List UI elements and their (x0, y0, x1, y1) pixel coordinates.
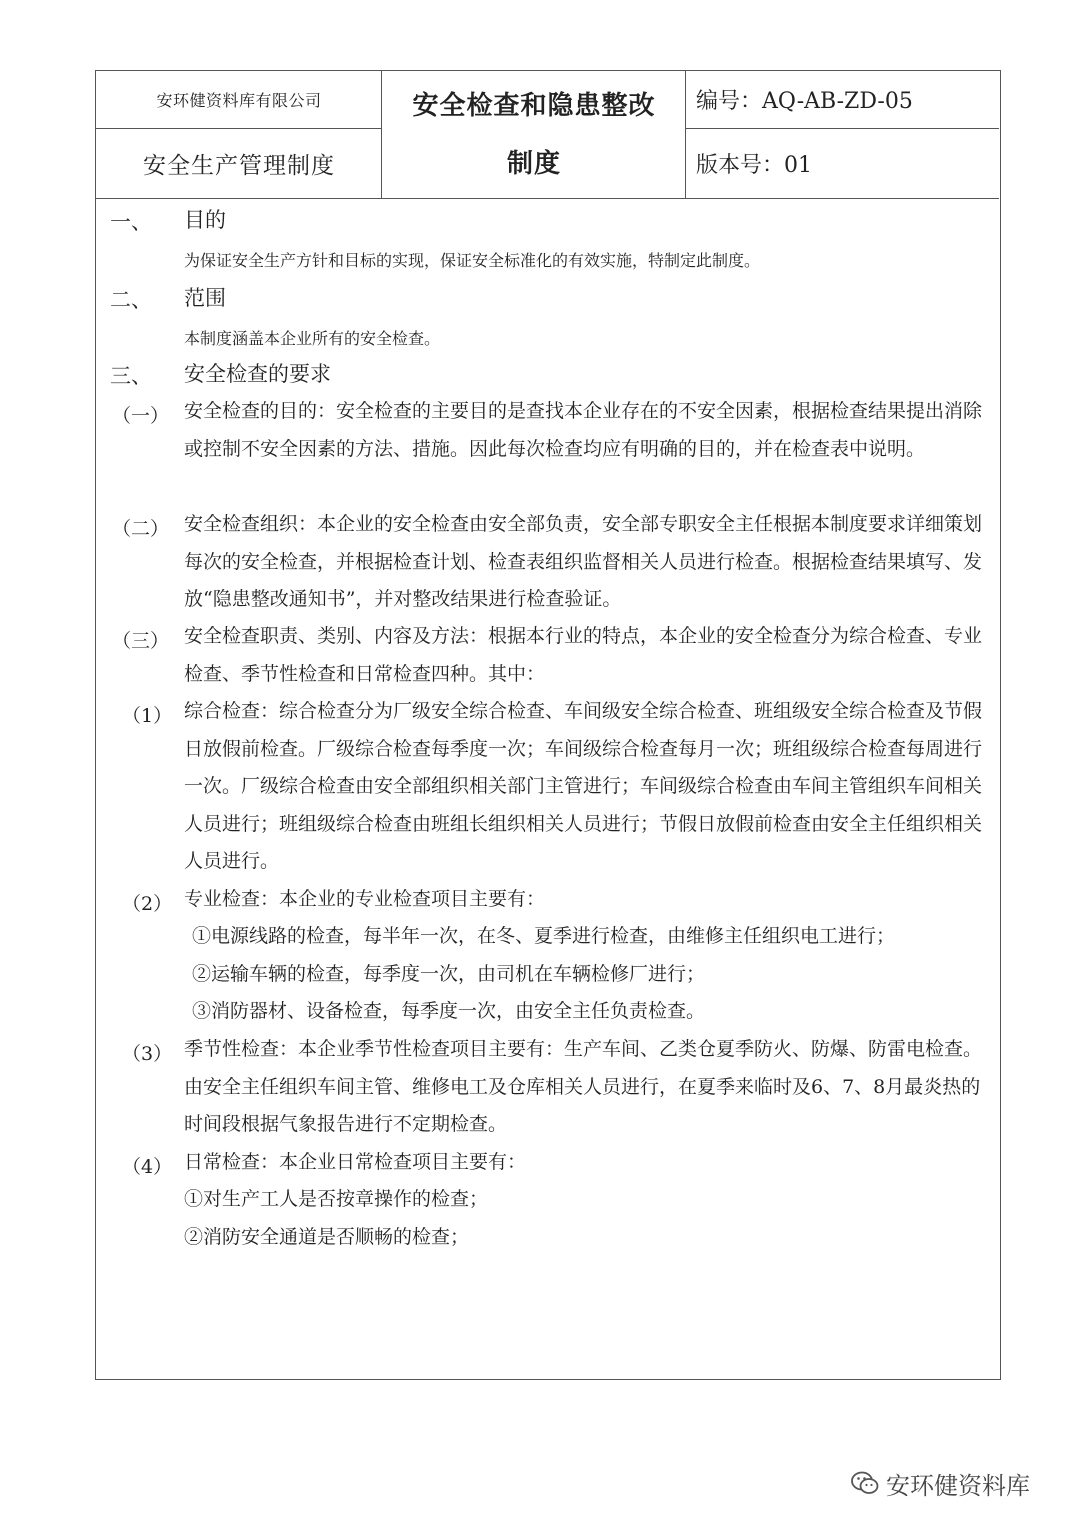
list-item-text: ①电源线路的检查，每半年一次，在冬、夏季进行检查，由维修主任组织电工进行； (192, 925, 896, 947)
document-title (383, 71, 685, 198)
item-number: （4） (122, 1156, 173, 1178)
document-code: 编号：AQ-AB-ZD-05 (696, 89, 913, 114)
paragraph: 综合检查：综合检查分为厂级安全综合检查、车间级安全综合检查、班组级安全综合检查及节假日放假前检查。厂级综合检查每季度一次；车间级综合检查每月一次；班组级综合检查每周进行一次。厂级综合检查由安全部组织相关部门主管进行；车间级综合检查由车间主管组织车间相关人员进行；班组级综合检查由班组长组织相关人员进行；节假日放假前检查由安全主任组织相关人员进行。 (184, 700, 983, 872)
paragraph: 专业检查：本企业的专业检查项目主要有： (184, 888, 546, 910)
document-header (96, 71, 999, 199)
company-name: 安环健资料库有限公司 (156, 91, 322, 110)
clause-number: （一） (112, 405, 170, 427)
paragraph: 安全检查组织：本企业的安全检查由安全部负责，安全部专职安全主任根据本制度要求详细策划每次的安全检查，并根据检查计划、检查表组织监督相关人员进行检查。根据检查结果填写、发放“隐患整改通知书”，并对整改结果进行检查验证。 (184, 513, 983, 610)
header-divider (685, 71, 686, 198)
clause-number: （三） (112, 630, 170, 652)
paragraph: 季节性检查：本企业季节性检查项目主要有：生产车间、乙类仓夏季防火、防爆、防雷电检查。由安全主任组织车间主管、维修电工及仓库相关人员进行，在夏季来临时及6、7、8月最炎热的时间段根据气象报告进行不定期检查。 (184, 1038, 983, 1135)
clause-number: （二） (112, 518, 170, 540)
title-line-1: 安全检查和隐患整改 (412, 91, 656, 121)
title-line-2: 制度 (506, 149, 561, 179)
list-item-text: ②消防安全通道是否顺畅的检查； (184, 1226, 470, 1248)
paragraph: 日常检查：本企业日常检查项目主要有： (184, 1151, 527, 1173)
paragraph: 本制度涵盖本企业所有的安全检查。 (184, 329, 441, 348)
wechat-icon (850, 1470, 880, 1496)
document-frame (95, 70, 1001, 1380)
paragraph: 为保证安全生产方针和目标的实现，保证安全标准化的有效实施，特制定此制度。 (184, 251, 761, 270)
document-version: 版本号：01 (696, 153, 812, 178)
list-item-text: ①对生产工人是否按章操作的检查； (184, 1188, 489, 1210)
section-number: 二、 (110, 288, 152, 312)
paragraph: 安全检查的目的：安全检查的主要目的是查找本企业存在的不安全因素，根据检查结果提出消除或控制不安全因素的方法、措施。因此每次检查均应有明确的目的，并在检查表中说明。 (184, 400, 983, 460)
list-item-text: ②运输车辆的检查，每季度一次，由司机在车辆检修厂进行； (192, 963, 706, 985)
list-item-text: ③消防器材、设备检查，每季度一次，由安全主任负责检查。 (192, 1000, 706, 1022)
paragraph: 安全检查职责、类别、内容及方法：根据本行业的特点，本企业的安全检查分为综合检查、专业检查、季节性检查和日常检查四种。其中： (184, 625, 983, 685)
section-number: 一、 (110, 210, 152, 234)
watermark (850, 1458, 1030, 1508)
item-number: （2） (122, 893, 173, 915)
item-number: （1） (122, 705, 173, 727)
watermark-text: 安环健资料库 (886, 1471, 1030, 1500)
item-number: （3） (122, 1043, 173, 1065)
section-number: 三、 (110, 364, 152, 388)
document-category: 安全生产管理制度 (143, 153, 335, 179)
section-title: 目的 (184, 208, 226, 232)
section-title: 安全检查的要求 (184, 362, 331, 386)
section-title: 范围 (184, 286, 226, 310)
